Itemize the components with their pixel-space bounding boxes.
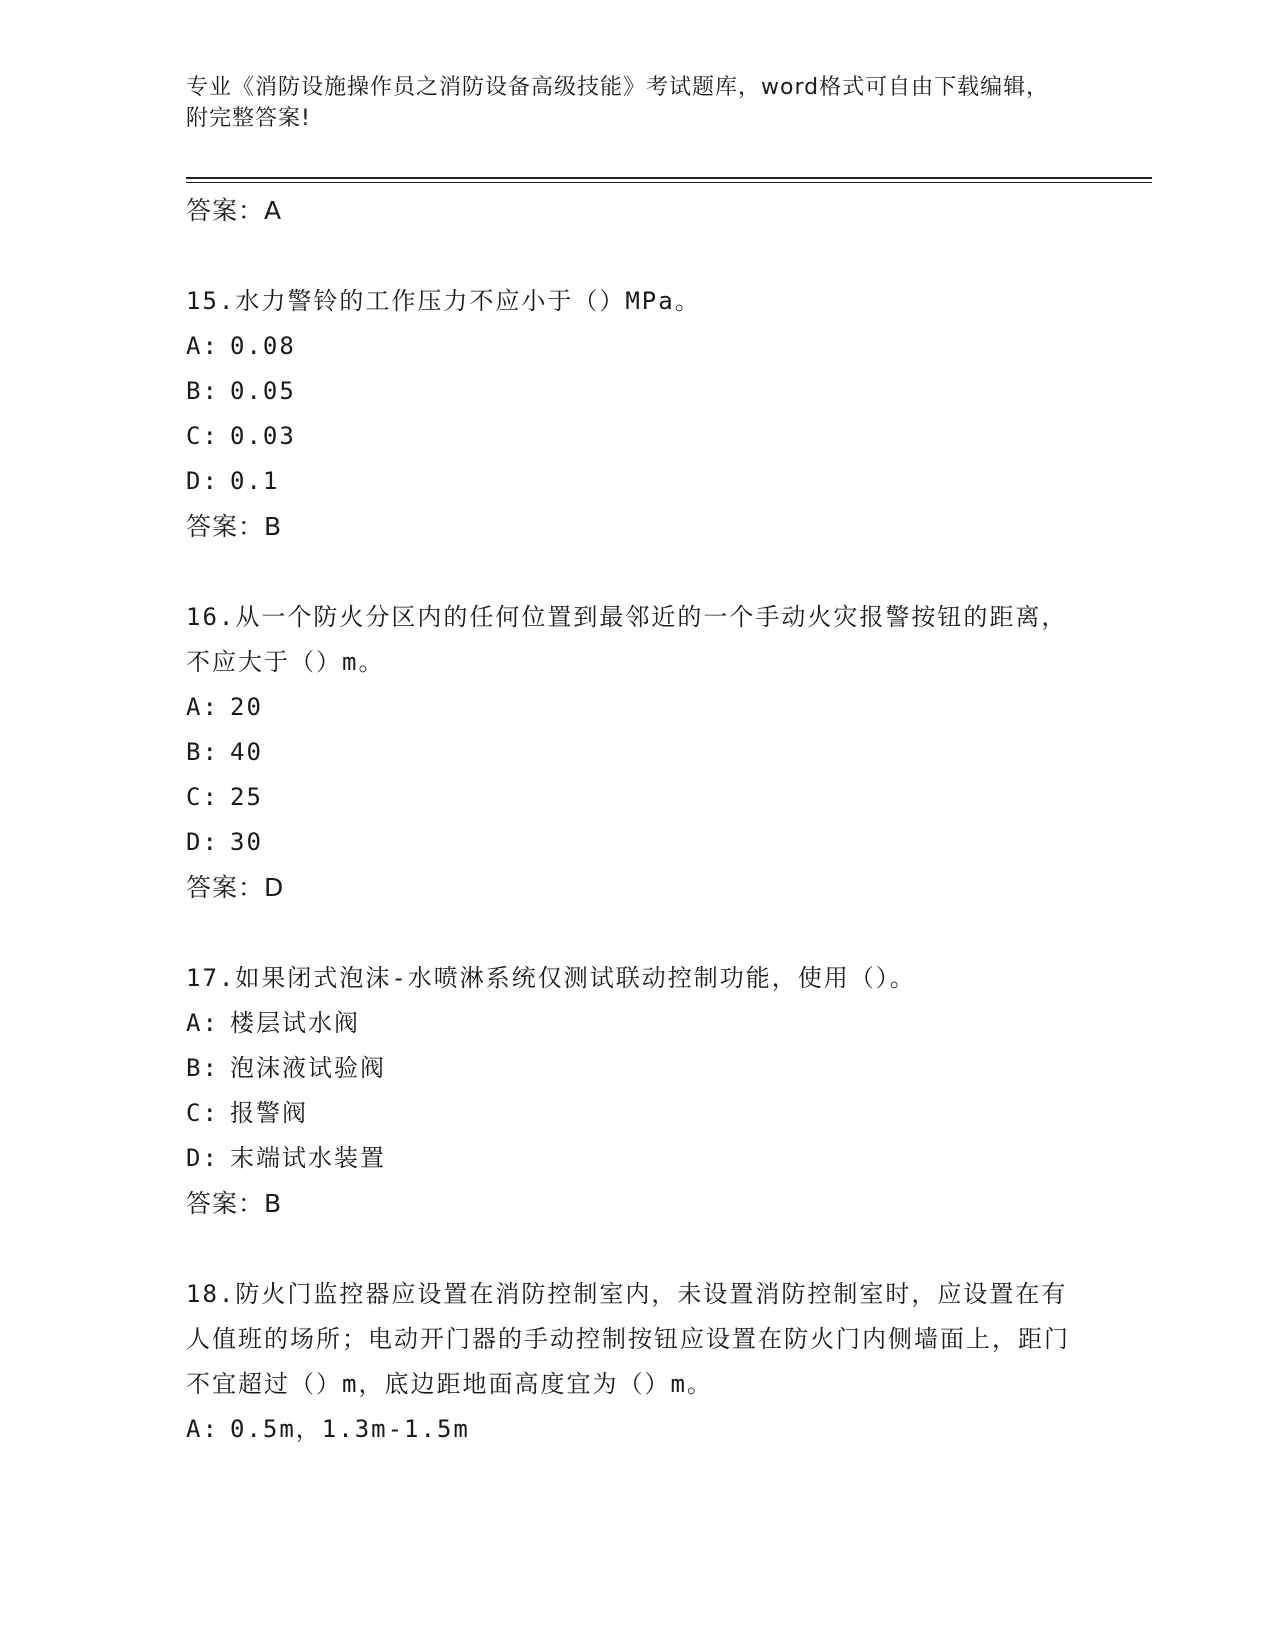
option-b [186,1046,1086,1091]
option-text: 楼层试水阀 [230,1009,360,1037]
option-a [186,685,1086,730]
option-key: A: [186,1415,219,1443]
option-a [186,324,1086,369]
option-c [186,1091,1086,1136]
option-key: B: [186,1054,219,1082]
option-text: 25 [230,783,263,811]
answer-line: 答案：A [186,196,283,225]
option-b [186,369,1086,414]
option-text: 泡沫液试验阀 [230,1054,386,1082]
option-key: A: [186,332,219,360]
option-key: A: [186,1009,219,1037]
option-key: D: [186,828,219,856]
option-a [186,1407,1086,1452]
option-text: 0.05 [230,377,296,405]
option-d [186,1136,1086,1181]
question-text: 16.从一个防火分区内的任何位置到最邻近的一个手动火灾报警按钮的距离，不应大于（）m。 [186,603,1068,676]
option-key: B: [186,738,219,766]
option-text: 0.5m，1.3m-1.5m [230,1415,470,1443]
header-divider-thin [186,182,1152,183]
option-c [186,775,1086,820]
question-text: 17.如果闭式泡沫-水喷淋系统仅测试联动控制功能，使用（）。 [186,964,916,992]
answer-line: 答案：D [186,873,285,902]
option-key: A: [186,693,219,721]
option-text: 末端试水装置 [230,1144,386,1172]
question-block [186,595,1086,910]
answer-line: 答案：B [186,512,283,541]
question-block [186,956,1086,1226]
option-text: 报警阀 [230,1099,308,1127]
spacer [186,233,1086,279]
option-key: D: [186,1144,219,1172]
option-key: B: [186,377,219,405]
spacer [186,910,1086,956]
option-key: D: [186,467,219,495]
option-text: 20 [230,693,263,721]
option-key: C: [186,1099,219,1127]
answer-line: 答案：B [186,1189,283,1218]
option-text: 0.03 [230,422,296,450]
option-c [186,414,1086,459]
option-key: C: [186,422,219,450]
document-header: 专业《消防设施操作员之消防设备高级技能》考试题库，word格式可自由下载编辑，附完整答案! [186,75,1050,131]
question-text: 15.水力警铃的工作压力不应小于（）MPa。 [186,287,701,315]
option-text: 0.08 [230,332,296,360]
spacer [186,1226,1086,1272]
question-block [186,279,1086,549]
option-b [186,730,1086,775]
question-text: 18.防火门监控器应设置在消防控制室内，未设置消防控制室时，应设置在有人值班的场所；电动开门器的手动控制按钮应设置在防火门内侧墙面上，距门不宜超过（）m，底边距地面高度宜为（）m。 [186,1280,1070,1398]
question-list [186,188,1086,1452]
option-text: 30 [230,828,263,856]
option-d [186,459,1086,504]
option-d [186,820,1086,865]
header-divider [186,177,1152,179]
option-key: C: [186,783,219,811]
option-text: 0.1 [230,467,280,495]
spacer [186,549,1086,595]
option-text: 40 [230,738,263,766]
option-a [186,1001,1086,1046]
question-block [186,1272,1086,1452]
